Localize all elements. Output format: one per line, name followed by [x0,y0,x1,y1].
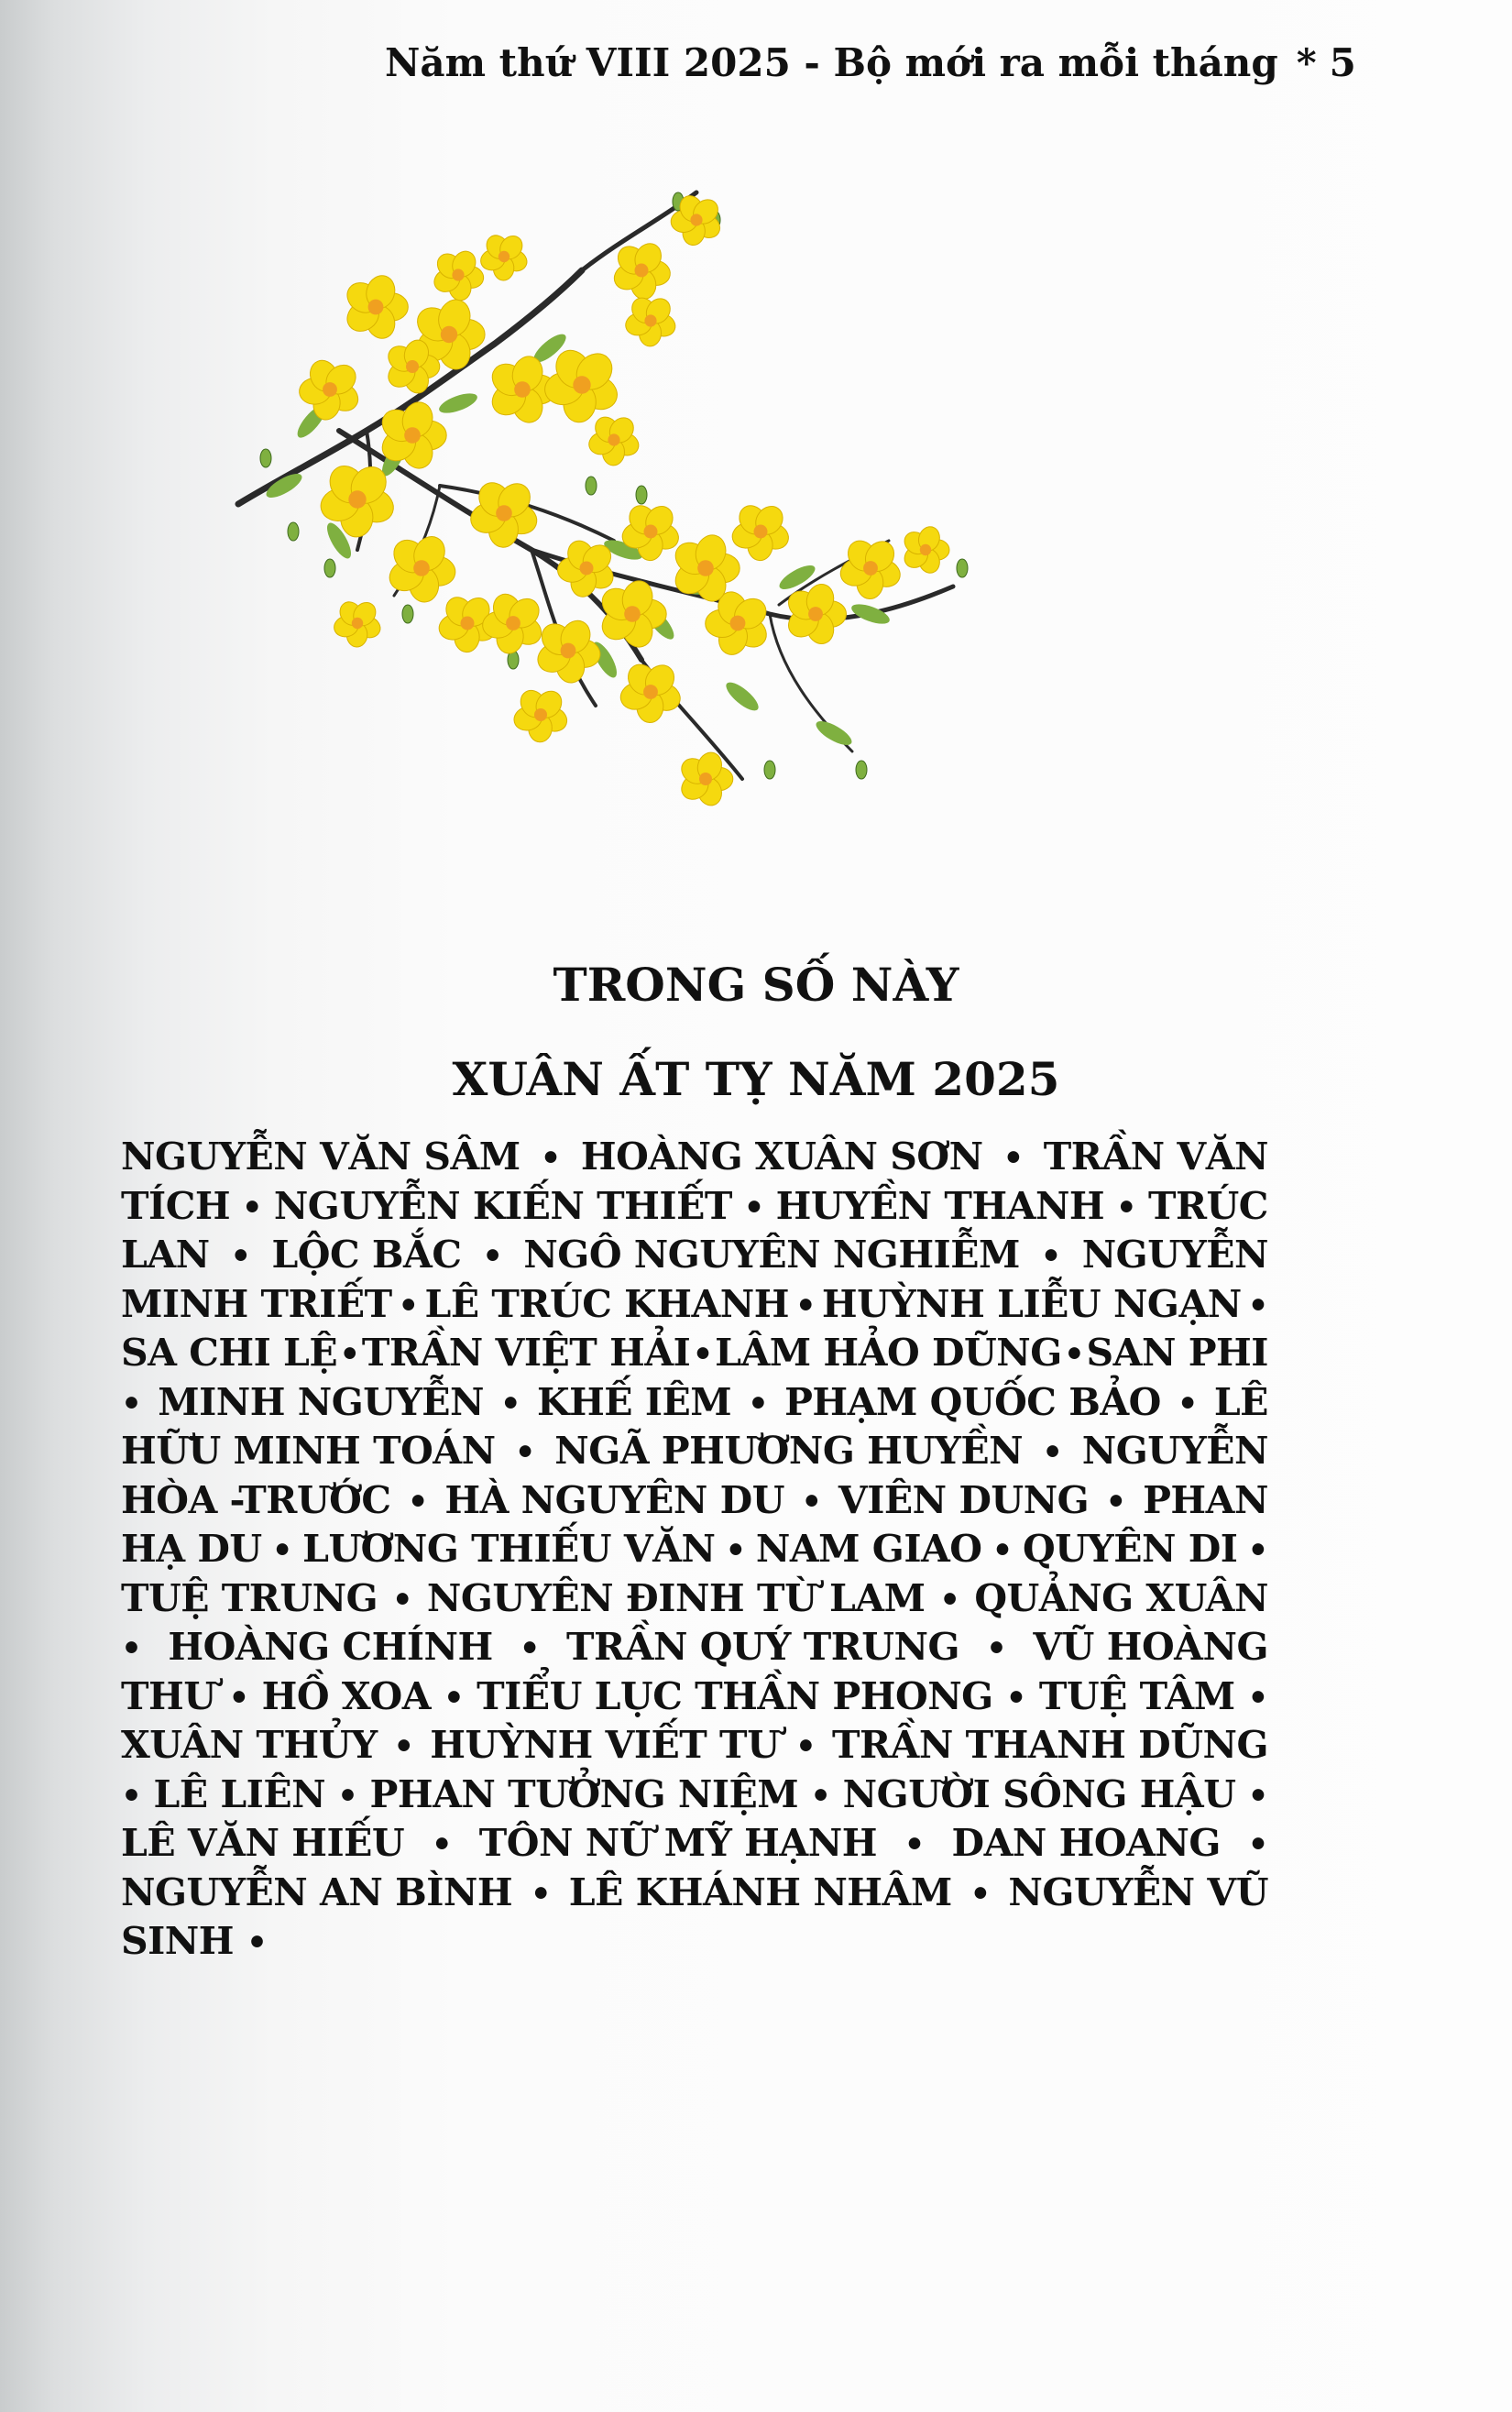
author-name: VŨ HOÀNG [1033,1625,1268,1669]
bullet-separator: • [1247,1776,1268,1815]
author-name: SINH [121,1919,235,1963]
blossom-shape [783,581,846,648]
contents-line [121,1576,1268,1626]
author-name: NGUYỄN [1081,1233,1268,1277]
author-name: LÊ [1213,1379,1268,1424]
bullet-separator: • [398,1286,419,1325]
apricot-blossom-branch-icon [229,183,1008,907]
author-name: TRẦN VĂN [1043,1135,1268,1179]
leaf-shape [813,717,855,750]
bullet-separator: • [228,1678,249,1717]
author-name: LƯƠNG THIẾU VĂN [302,1527,716,1571]
bullet-separator: • [391,1580,413,1619]
author-name: LAN [121,1233,210,1277]
blossom-shape [342,272,409,343]
blossom-shape [729,500,792,561]
author-name: LÊ VĂN HIẾU [121,1821,405,1865]
blossom-shape [511,685,570,742]
author-name: LÂM HẢO DŨNG [715,1331,1062,1375]
bullet-separator: • [407,1482,429,1521]
bullet-separator: • [992,1531,1013,1570]
bullet-separator: • [339,1335,360,1374]
bullet-separator: • [1005,1678,1027,1717]
author-name: NGUYỄN VĂN SÂM [121,1135,520,1179]
blossom-shape [623,293,678,346]
bullet-separator: • [1042,1433,1063,1472]
author-name: NGƯỜI SÔNG HẬU [842,1771,1236,1816]
contents-line [121,1625,1268,1674]
author-name: THƯ [121,1673,216,1718]
contents-line [121,1772,1268,1822]
bullet-separator: • [121,1629,142,1668]
author-name: HỮU MINH TOÁN [121,1429,496,1473]
author-name: LỘC BẮC [271,1233,462,1277]
blossom-shape [298,356,363,422]
bullet-separator: • [431,1825,453,1864]
author-name: XUÂN THỦY [121,1723,378,1767]
author-name: SAN PHI [1086,1331,1268,1375]
blossom-shape [900,524,949,576]
contents-line [121,1821,1268,1870]
leaf-shape [722,678,762,716]
bud-shape [856,761,867,779]
blossom-shape [838,535,904,599]
bud-shape [260,449,271,467]
contents-line [121,1870,1268,1920]
author-name: HUỲNH LIỄU NGẠN [821,1281,1242,1326]
bullet-separator: • [1247,1531,1268,1570]
bullet-separator: • [747,1384,769,1423]
bullet-separator: • [241,1188,263,1227]
author-name: HÀ NGUYÊN DU [444,1477,784,1522]
bullet-separator: • [337,1776,358,1815]
author-name: HUYỀN THANH [775,1183,1105,1228]
author-name: PHAN [1143,1477,1268,1522]
author-name: HẠ DU [121,1527,262,1571]
bud-shape [288,522,299,541]
bullet-separator: • [1040,1237,1062,1276]
author-name: PHẠM QUỐC BẢO [784,1379,1161,1424]
blossom-shape [610,239,673,302]
author-name: KHẾ IÊM [536,1379,732,1424]
bullet-separator: • [810,1776,831,1815]
contents-line [121,1478,1268,1528]
author-name: TRÚC [1147,1183,1268,1228]
bullet-separator: • [1247,1825,1268,1864]
header-star: * [1296,40,1317,85]
bullet-separator: • [482,1237,503,1276]
author-name: VIÊN DUNG [838,1477,1090,1522]
author-name: HUỲNH VIẾT TƯ [430,1723,780,1767]
bud-shape [586,477,597,495]
author-name: TIỂU LỤC THẦN PHONG [477,1673,993,1718]
author-name: HÒA -TRƯỚC [121,1477,391,1522]
bullet-separator: • [499,1384,521,1423]
contents-line [121,1919,1268,1968]
bud-shape [764,761,775,779]
author-name: MINH TRIẾT [121,1281,392,1326]
bullet-separator: • [1247,1678,1268,1717]
author-name: DAN HOANG [951,1821,1221,1865]
bullet-separator: • [1115,1188,1137,1227]
bullet-separator: • [985,1629,1007,1668]
contents-line [121,1233,1268,1282]
bullet-separator: • [725,1531,746,1570]
author-name: TRẦN QUÝ TRUNG [566,1625,960,1669]
author-name: NAM GIAO [755,1527,982,1571]
author-name: TUỆ TRUNG [121,1575,378,1620]
bullet-separator: • [794,1286,816,1325]
bullet-separator: • [1105,1482,1126,1521]
author-name: HOÀNG XUÂN SƠN [580,1135,983,1179]
contents-line [121,1674,1268,1724]
contents-line [121,1184,1268,1233]
bullet-separator: • [121,1384,142,1423]
blossom-shape [478,231,530,280]
blossom-shape [431,247,486,302]
section-title: TRONG SỐ NÀY [553,958,959,1012]
author-name: PHAN TƯỞNG NIỆM [369,1771,799,1816]
blossom-shape [332,598,383,647]
bullet-separator: • [271,1531,293,1570]
running-title: Năm thứ VIII 2025 - Bộ mới ra mỗi tháng [385,40,1278,85]
author-name: NGUYỄN VŨ [1008,1869,1268,1914]
page-number: 5 [1329,40,1356,85]
bullet-separator: • [540,1139,562,1178]
blossom-shape [467,477,542,548]
bullet-separator: • [121,1776,142,1815]
running-header [385,40,1356,85]
bullet-separator: • [1003,1139,1024,1178]
author-name: TUỆ TÂM [1038,1673,1235,1718]
contents-line [121,1331,1268,1380]
contents-line [121,1429,1268,1478]
contents-line [121,1282,1268,1332]
bullet-separator: • [794,1727,816,1766]
bullet-separator: • [443,1678,465,1717]
bullet-separator: • [801,1482,822,1521]
author-name: QUẢNG XUÂN [974,1575,1268,1620]
author-name: QUYÊN DI [1022,1527,1238,1571]
author-name: LÊ TRÚC KHANH [424,1281,789,1326]
bullet-separator: • [247,1924,268,1962]
bullet-separator: • [530,1874,552,1913]
author-name: HỒ XOA [261,1673,431,1718]
bullet-separator: • [514,1433,536,1472]
bullet-separator: • [1247,1286,1268,1325]
author-name: HOÀNG CHÍNH [168,1625,493,1669]
contents-line [121,1723,1268,1772]
author-name: LÊ LIÊN [153,1771,326,1816]
blossom-shape [542,345,623,424]
bud-shape [402,605,413,623]
contents-line [121,1135,1268,1184]
bullet-separator: • [970,1874,991,1913]
contents-line [121,1527,1268,1576]
blossom-shape [481,590,546,656]
issue-subtitle: XUÂN ẤT TỴ NĂM 2025 [452,1052,1060,1106]
bullet-separator: • [939,1580,960,1619]
bullet-separator: • [230,1237,251,1276]
author-name: SA CHI LỆ [121,1331,338,1375]
author-name: NGÔ NGUYÊN NGHIỄM [523,1233,1020,1277]
contents-line [121,1380,1268,1430]
leaf-shape [437,389,480,417]
author-name: NGUYỄN KIẾN THIẾT [273,1183,732,1228]
contributors-list [121,1135,1268,1968]
leaf-shape [849,600,893,628]
author-name: LÊ KHÁNH NHÂM [568,1869,952,1914]
bud-shape [957,559,968,577]
author-name: NGUYỄN AN BÌNH [121,1869,513,1914]
author-name: TRẦN VIỆT HẢI [361,1331,691,1375]
author-name: TÔN NỮ MỸ HẠNH [478,1821,877,1865]
bullet-separator: • [1177,1384,1199,1423]
bullet-separator: • [743,1188,764,1227]
author-name: NGUYỄN [1081,1429,1268,1473]
bullet-separator: • [1063,1335,1085,1374]
author-name: TRẦN THANH DŨNG [831,1723,1268,1767]
blossom-shape [586,412,641,466]
bud-shape [324,559,335,577]
bud-shape [636,486,647,504]
bullet-separator: • [519,1629,541,1668]
bullet-separator: • [692,1335,713,1374]
bullet-separator: • [393,1727,414,1766]
bullet-separator: • [904,1825,925,1864]
blossom-shape [618,659,685,723]
author-name: TÍCH [121,1183,231,1228]
author-name: NGÃ PHƯƠNG HUYỀN [554,1429,1024,1473]
author-name: MINH NGUYỄN [158,1379,485,1424]
blossom-shape [533,616,603,685]
author-name: NGUYÊN ĐINH TỪ LAM [426,1575,926,1620]
